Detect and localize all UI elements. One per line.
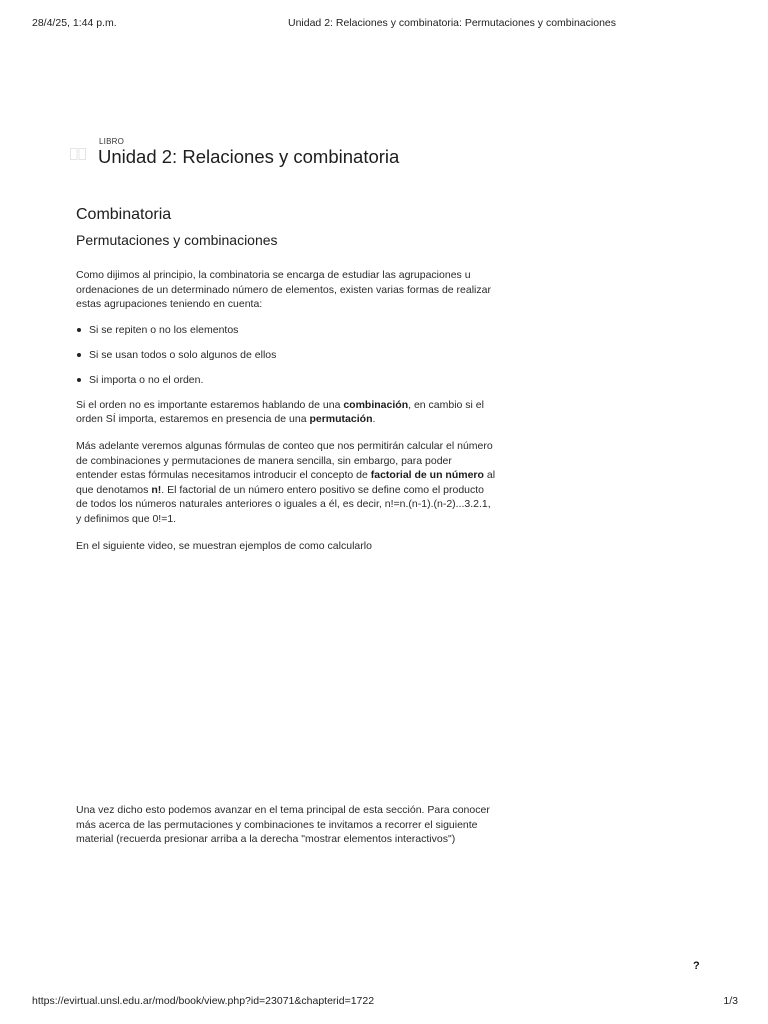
- order-text-1: Si el orden no es importante estaremos hablando de una: [76, 398, 344, 411]
- print-url: https://evirtual.unsl.edu.ar/mod/book/view.php?id=23071&chapterid=1722: [32, 995, 375, 1007]
- order-paragraph: [76, 398, 496, 427]
- print-page-title: Unidad 2: Relaciones y combinatoria: Permutaciones y combinaciones: [288, 17, 617, 29]
- list-item-text: Si se usan todos o solo algunos de ellos: [89, 348, 277, 361]
- video-embed-area[interactable]: [76, 553, 496, 803]
- list-item-text: Si importa o no el orden.: [89, 373, 204, 386]
- print-page-count: 1/3: [723, 995, 738, 1007]
- factorial-text-1: Más adelante veremos algunas fórmulas de conteo que nos permitirán calcular el número de combinaciones y permutaciones de manera sencilla, sin embargo, para poder entender estas fórmulas necesitamos introducir el concepto de: [76, 439, 493, 482]
- activity-type-label: LIBRO: [99, 137, 125, 146]
- list-item: [76, 373, 496, 387]
- print-datetime: 28/4/25, 1:44 p.m.: [32, 17, 117, 29]
- chapter-title: Combinatoria: [76, 206, 172, 223]
- order-text-3: .: [372, 413, 376, 426]
- list-item: [76, 348, 496, 362]
- bullet-icon: [77, 378, 81, 382]
- term-factorial: factorial de un número: [370, 469, 484, 482]
- order-text-2: , en cambio si el orden SÍ importa, estaremos en presencia de una: [76, 398, 484, 426]
- page-title: Unidad 2: Relaciones y combinatoria: [98, 146, 400, 167]
- video-intro-paragraph: En el siguiente video, se muestran ejemplos de como calcularlo: [76, 539, 372, 552]
- criteria-list: [76, 323, 496, 387]
- term-n-factorial: n!: [151, 483, 162, 496]
- term-permutacion: permutación: [309, 413, 373, 426]
- help-icon[interactable]: ?: [693, 960, 700, 972]
- bullet-icon: [77, 328, 81, 332]
- factorial-text-2: al que denotamos: [76, 469, 496, 496]
- book-content: [76, 205, 496, 847]
- factorial-text-3: . El factorial de un número entero positivo se define como el producto de todos los números naturales anteriores o iguales a él, es decir, n!=n.(n-1).(n-2)...3.2.1, y definimos que 0!=1.: [76, 483, 491, 525]
- section-title: Permutaciones y combinaciones: [76, 232, 278, 248]
- bullet-icon: [77, 353, 81, 357]
- intro-paragraph: Como dijimos al principio, la combinatoria se encarga de estudiar las agrupaciones u ordenaciones de un determinado número de elementos, existen varias formas de realizar estas agrupaciones teniendo en cuenta:: [76, 269, 491, 311]
- factorial-paragraph: [76, 439, 496, 527]
- list-item-text: Si se repiten o no los elementos: [89, 323, 239, 336]
- outro-paragraph: Una vez dicho esto podemos avanzar en el tema principal de esta sección. Para conocer más acerca de las permutaciones y combinaciones te invitamos a recorrer el siguiente material (recuerda presionar arriba a la derecha "mostrar elementos interactivos"): [76, 804, 490, 846]
- term-combinacion: combinación: [343, 398, 409, 411]
- book-icon: [70, 147, 86, 161]
- list-item: [76, 323, 496, 337]
